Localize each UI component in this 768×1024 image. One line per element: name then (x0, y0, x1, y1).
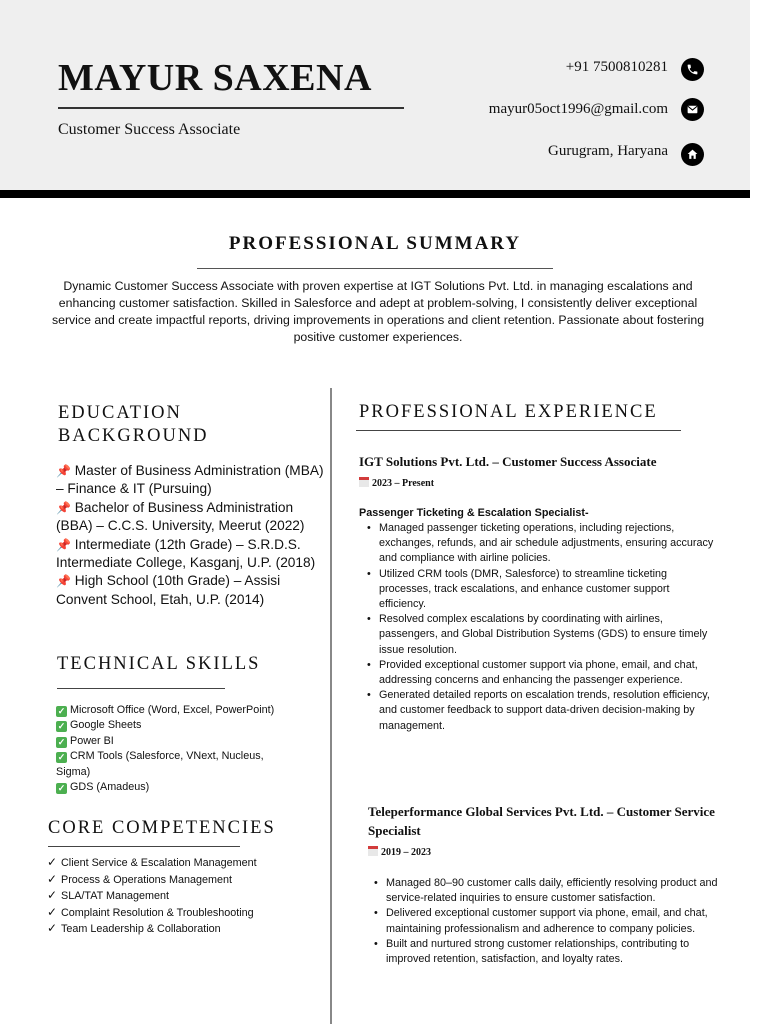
name-underline (58, 107, 404, 109)
checkmark-icon: ✓ (47, 904, 58, 919)
header-divider-bar (0, 190, 750, 198)
summary-underline (197, 268, 553, 269)
job-bullet-list (374, 876, 724, 967)
checkmark-icon: ✓ (47, 855, 58, 869)
job-dates: 2023 – Present (359, 477, 434, 489)
skill-item: ✓ Microsoft Office (Word, Excel, PowerPoint) (57, 704, 275, 716)
green-check-icon: ✓ (57, 783, 66, 794)
job-bullet: • Managed passenger ticketing operations, including rejections, exchanges, refunds, and air schedule adjustments, ensuring accuracy and compliance with airline policies. (367, 521, 715, 567)
education-heading-line2: BACKGROUND (58, 426, 209, 446)
competency-item: ✓ SLA/TAT Management (47, 888, 170, 902)
email-link[interactable]: mayur05oct1996@gmail.com (488, 101, 668, 117)
job-bullet-list (367, 521, 715, 734)
green-check-icon: ✓ (57, 721, 66, 732)
job-bullet: • Built and nurtured strong customer relationships, contributing to improved retention, satisfaction, and loyalty rates. (374, 937, 724, 967)
column-divider (330, 388, 332, 1024)
education-item: 📌 Bachelor of Business Administration (BBA) – C.C.S. University, Meerut (2022) (56, 499, 305, 534)
skills-heading: TECHNICAL SKILLS (57, 654, 261, 674)
green-check-icon: ✓ (57, 736, 66, 747)
education-item: 📌 High School (10th Grade) – Assisi Convent School, Etah, U.P. (2014) (56, 573, 281, 607)
green-check-icon: ✓ (57, 752, 66, 763)
candidate-name: MAYUR SAXENA (58, 57, 372, 99)
competencies-underline (48, 846, 240, 847)
job-subtitle: Passenger Ticketing & Escalation Specialist- (359, 507, 589, 519)
education-heading-line1: EDUCATION (58, 403, 182, 423)
checkmark-icon: ✓ (47, 921, 58, 935)
pushpin-icon: 📌 (56, 500, 71, 515)
skills-underline (57, 688, 225, 689)
phone-icon (681, 58, 704, 81)
education-list (56, 462, 328, 609)
skills-list (56, 703, 296, 795)
calendar-icon (359, 477, 369, 487)
job-bullet: • Resolved complex escalations by coordinating with airlines, passengers, and Global Distribution Systems (GDS) to ensure timely issue resolution. (367, 612, 715, 658)
experience-underline (356, 430, 681, 431)
green-check-icon: ✓ (57, 706, 66, 716)
skill-item: ✓ GDS (Amadeus) (57, 781, 150, 794)
job-bullet: • Generated detailed reports on escalation trends, resolution efficiency, and customer feedback to support data-driven decision-making by management. (367, 688, 715, 734)
job-bullet: • Delivered exceptional customer support via phone, email, and chat, maintaining professionalism and adherence to company policies. (374, 906, 724, 936)
skill-item: ✓ Power BI (57, 734, 114, 747)
job-bullet: • Provided exceptional customer support via phone, email, and chat, addressing concerns and enhancing the passenger experience. (367, 658, 715, 688)
summary-heading: PROFESSIONAL SUMMARY (228, 233, 522, 254)
candidate-role: Customer Success Associate (58, 121, 241, 138)
job-company-title: IGT Solutions Pvt. Ltd. – Customer Success Associate (359, 454, 657, 469)
job-company-title: Teleperformance Global Services Pvt. Ltd. – Customer Service Specialist (368, 804, 715, 838)
skill-item: ✓ Google Sheets (57, 719, 142, 732)
competency-item: ✓ Client Service & Escalation Management (47, 855, 257, 869)
checkmark-icon: ✓ (47, 888, 58, 902)
job-dates: 2019 – 2023 (368, 846, 431, 858)
education-item: 📌 Intermediate (12th Grade) – S.R.D.S. Intermediate College, Kasganj, U.P. (2018) (56, 536, 316, 571)
competency-item: ✓ Complaint Resolution & Troubleshooting (47, 904, 254, 919)
job-bullet: • Managed 80–90 customer calls daily, efficiently resolving product and service-related inquiries to ensure customer satisfaction. (374, 876, 724, 906)
experience-heading: PROFESSIONAL EXPERIENCE (359, 402, 658, 422)
location-text: Gurugram, Haryana (548, 143, 668, 159)
competencies-list (47, 855, 317, 938)
competency-item: ✓ Process & Operations Management (47, 871, 233, 886)
education-item: 📌 Master of Business Administration (MBA) – Finance & IT (Pursuing) (56, 463, 324, 497)
pushpin-icon: 📌 (56, 574, 71, 589)
pushpin-icon: 📌 (56, 464, 71, 478)
calendar-icon (368, 846, 378, 856)
phone-text: +91 7500810281 (565, 59, 668, 75)
competencies-heading: CORE COMPETENCIES (48, 818, 276, 838)
skill-item: ✓ CRM Tools (Salesforce, VNext, Nucleus, Sigma) (56, 750, 264, 778)
summary-paragraph: Dynamic Customer Success Associate with proven expertise at IGT Solutions Pvt. Ltd. in managing escalations and enhancing customer satisfaction. Skilled in Salesforce and adept at problem-solving, I consistently deliver exceptional service and create impactful reports, driving improvements in operations and client retention. Passionate about fostering positive customer experiences. (51, 279, 705, 344)
pushpin-icon: 📌 (56, 537, 71, 552)
mail-icon (681, 98, 704, 121)
competency-item: ✓ Team Leadership & Collaboration (47, 921, 221, 935)
home-icon (681, 143, 704, 166)
job-bullet: • Utilized CRM tools (DMR, Salesforce) to streamline ticketing processes, track escalations, and enhance customer support efficiency. (367, 567, 715, 613)
checkmark-icon: ✓ (47, 871, 58, 886)
